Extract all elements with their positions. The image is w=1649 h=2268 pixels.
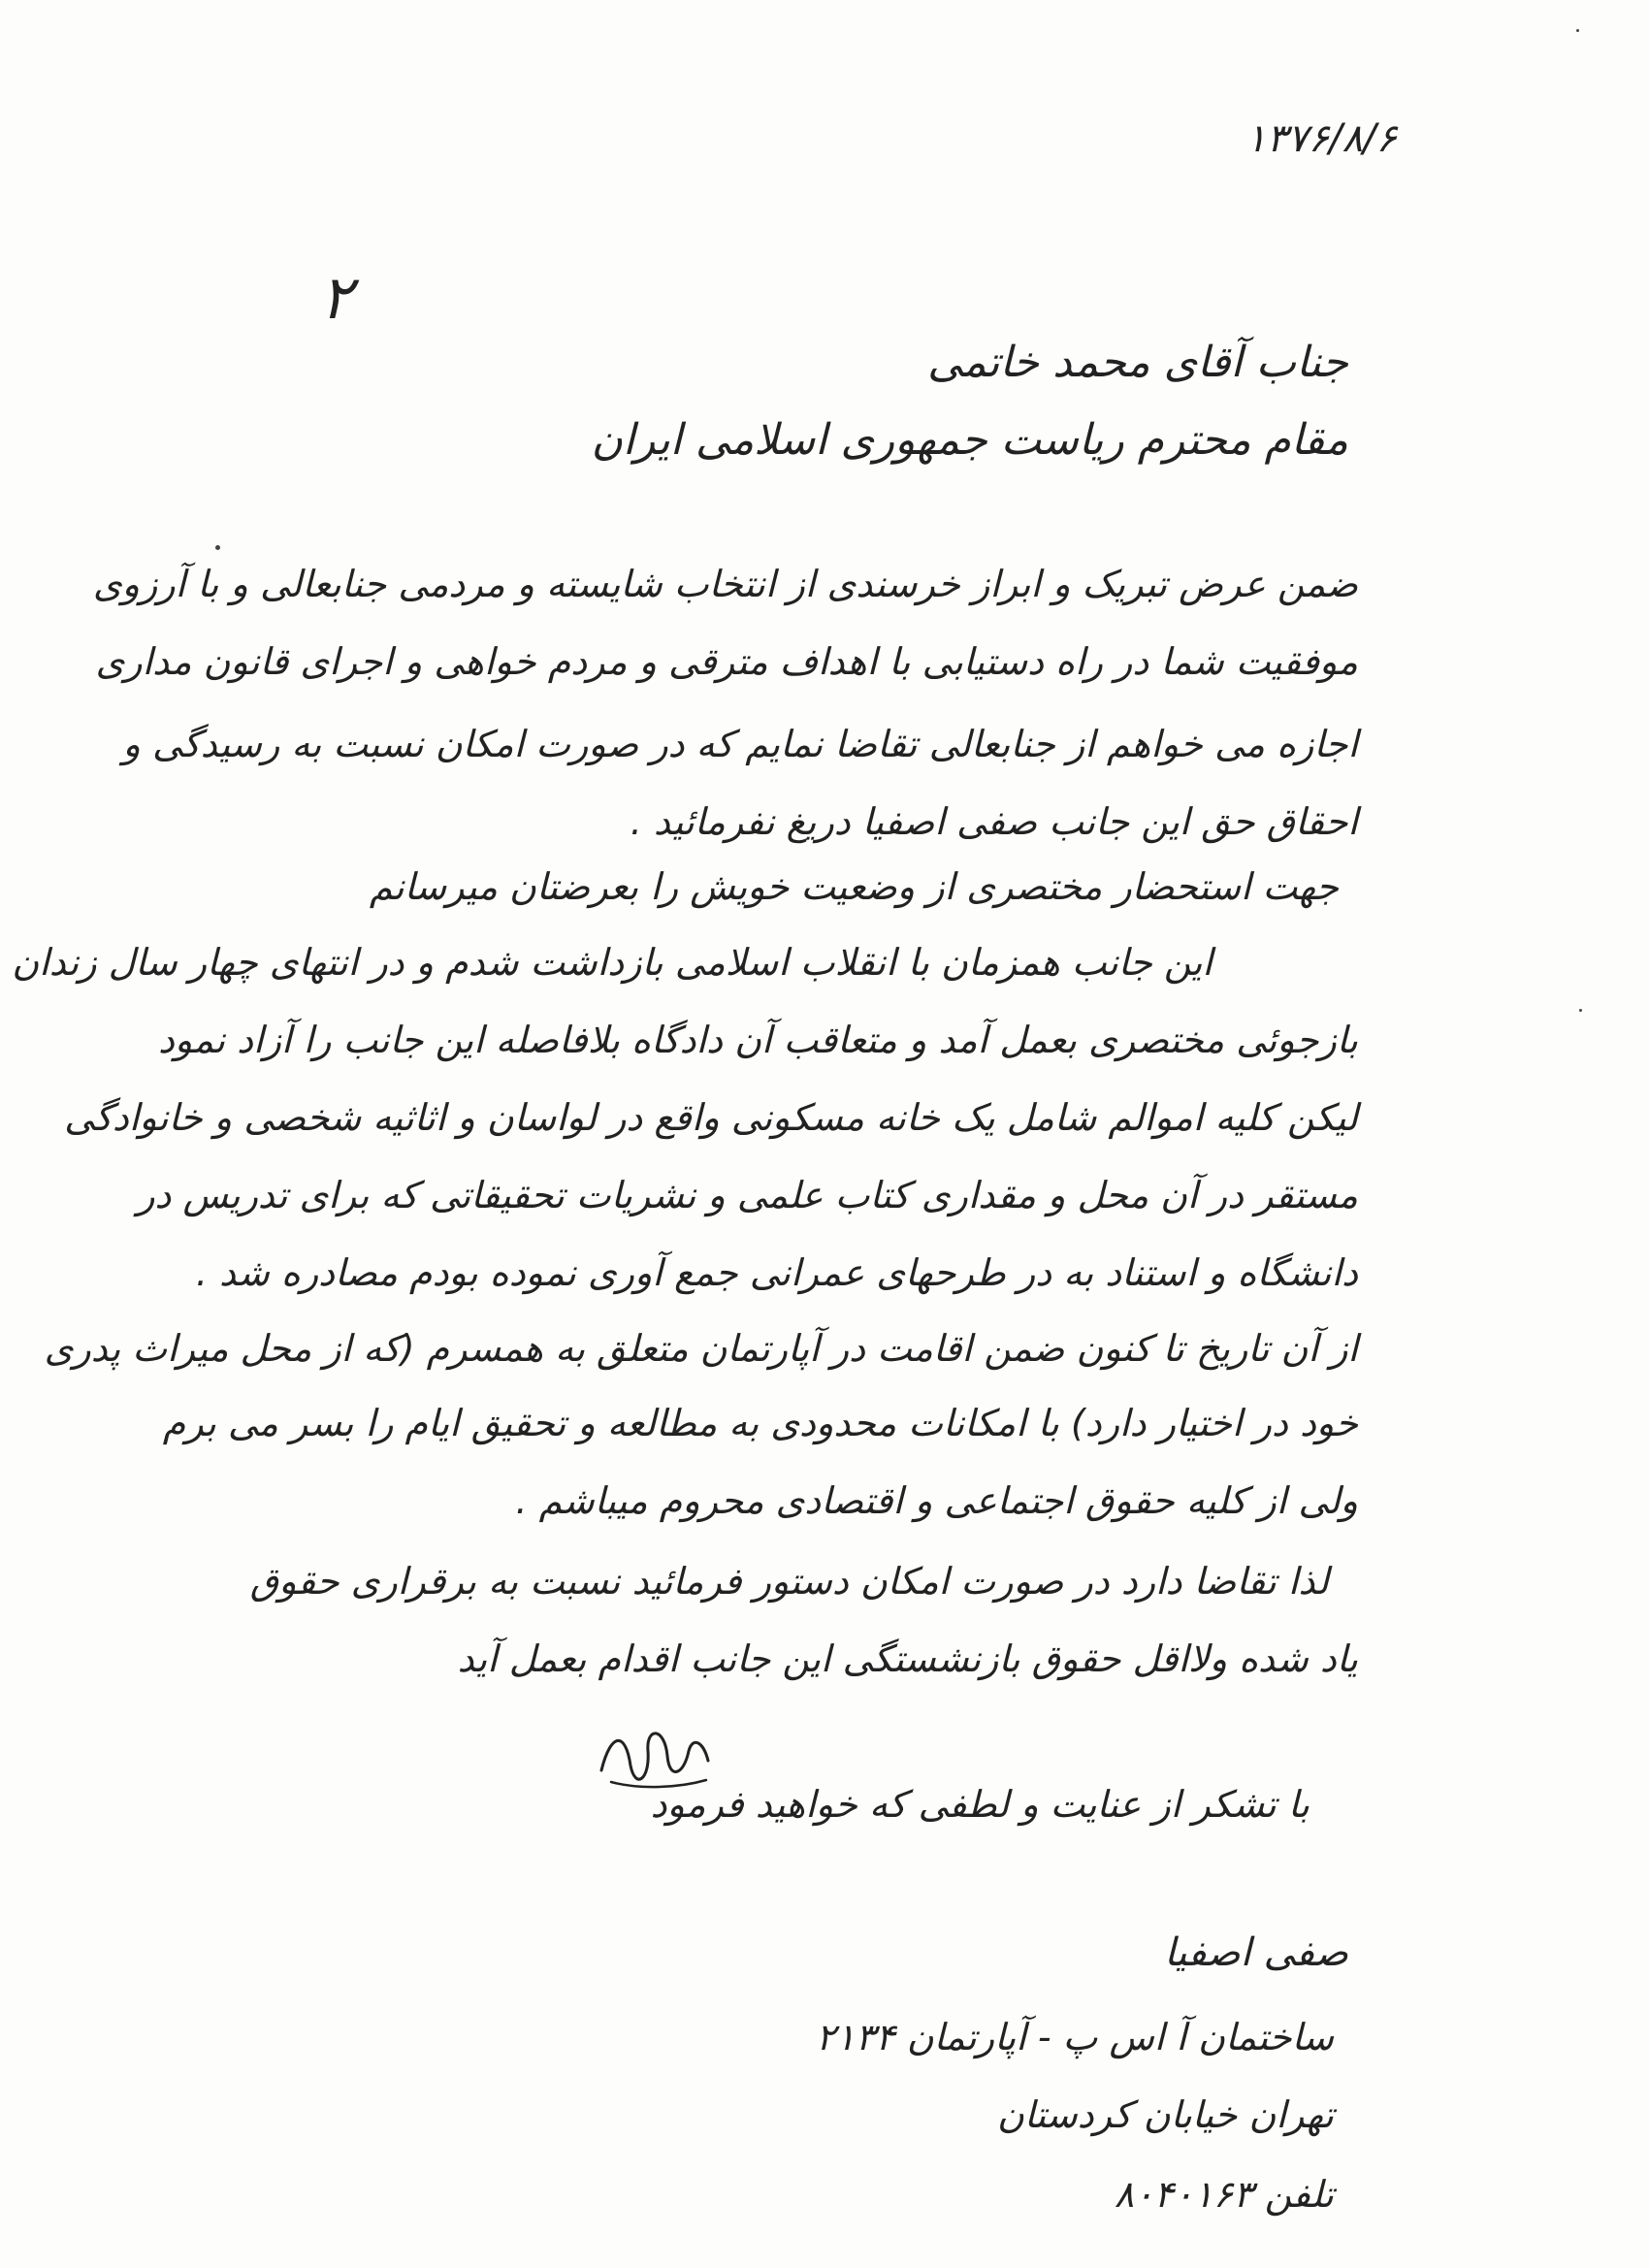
body-line: موفقیت شما در راه دستیابی با اهداف مترقی و مردم خواهی و اجرای قانون مداری — [95, 640, 1358, 683]
body-line: اجازه می خواهم از جنابعالی تقاضا نمایم که در صورت امکان نسبت به رسیدگی و — [122, 723, 1358, 765]
sender-phone: تلفن ۸۰۴۰۱۶۳ — [1114, 2173, 1334, 2216]
closing-line: با تشکر از عنایت و لطفی که خواهید فرمود — [650, 1783, 1310, 1826]
body-line: ولی از کلیه حقوق اجتماعی و اقتصادی محروم میباشم . — [515, 1479, 1358, 1522]
body-line: مستقر در آن محل و مقداری کتاب علمی و نشریات تحقیقاتی که برای تدریس در — [137, 1174, 1358, 1216]
body-line: از آن تاریخ تا کنون ضمن اقامت در آپارتمان متعلق به همسرم (که از محل میراث پدری — [44, 1327, 1358, 1370]
body-line: جهت استحضار مختصری از وضعیت خویش را بعرضتان میرسانم — [369, 865, 1339, 908]
body-line: این جانب همزمان با انقلاب اسلامی بازداشت شدم و در انتهای چهار سال زندان — [12, 941, 1212, 984]
body-line: احقاق حق این جانب صفی اصفیا دریغ نفرمائید . — [630, 800, 1358, 843]
body-line: ضمن عرض تبریک و ابراز خرسندی از انتخاب شایسته و مردمی جنابعالی و با آرزوی — [92, 563, 1358, 605]
body-line: یاد شده ولااقل حقوق بازنشستگی این جانب اقدام بعمل آید — [457, 1637, 1358, 1680]
recipient-title: مقام محترم ریاست جمهوری اسلامی ایران — [591, 415, 1348, 465]
sender-address-line: تهران خیابان کردستان — [996, 2093, 1334, 2136]
letter-date: ۱۳۷۶/۸/۶ — [1245, 116, 1397, 161]
body-line: خود در اختیار دارد) با امکانات محدودی به مطالعه و تحقیق ایام را بسر می برم — [162, 1402, 1358, 1444]
body-line: لذا تقاضا دارد در صورت امکان دستور فرمائید نسبت به برقراری حقوق — [249, 1560, 1329, 1603]
signature-icon — [592, 1712, 718, 1799]
recipient-name: جناب آقای محمد خاتمی — [927, 338, 1348, 387]
body-line: لیکن کلیه اموالم شامل یک خانه مسکونی واقع در لواسان و اثاثیه شخصی و خانوادگی — [64, 1096, 1358, 1139]
scan-speck — [1579, 1009, 1582, 1012]
body-line: دانشگاه و استناد به در طرحهای عمرانی جمع آوری نموده بودم مصادره شد . — [195, 1251, 1358, 1294]
scan-speck — [1576, 29, 1579, 32]
sender-address-line: ساختمان آ اس پ - آپارتمان ۲۱۳۴ — [815, 2016, 1334, 2058]
body-line: بازجوئی مختصری بعمل آمد و متعاقب آن دادگاه بلافاصله این جانب را آزاد نمود — [157, 1019, 1358, 1061]
sender-name: صفی اصفیا — [1164, 1930, 1348, 1975]
page-number: ۲ — [320, 262, 353, 333]
scan-speck — [215, 545, 220, 550]
